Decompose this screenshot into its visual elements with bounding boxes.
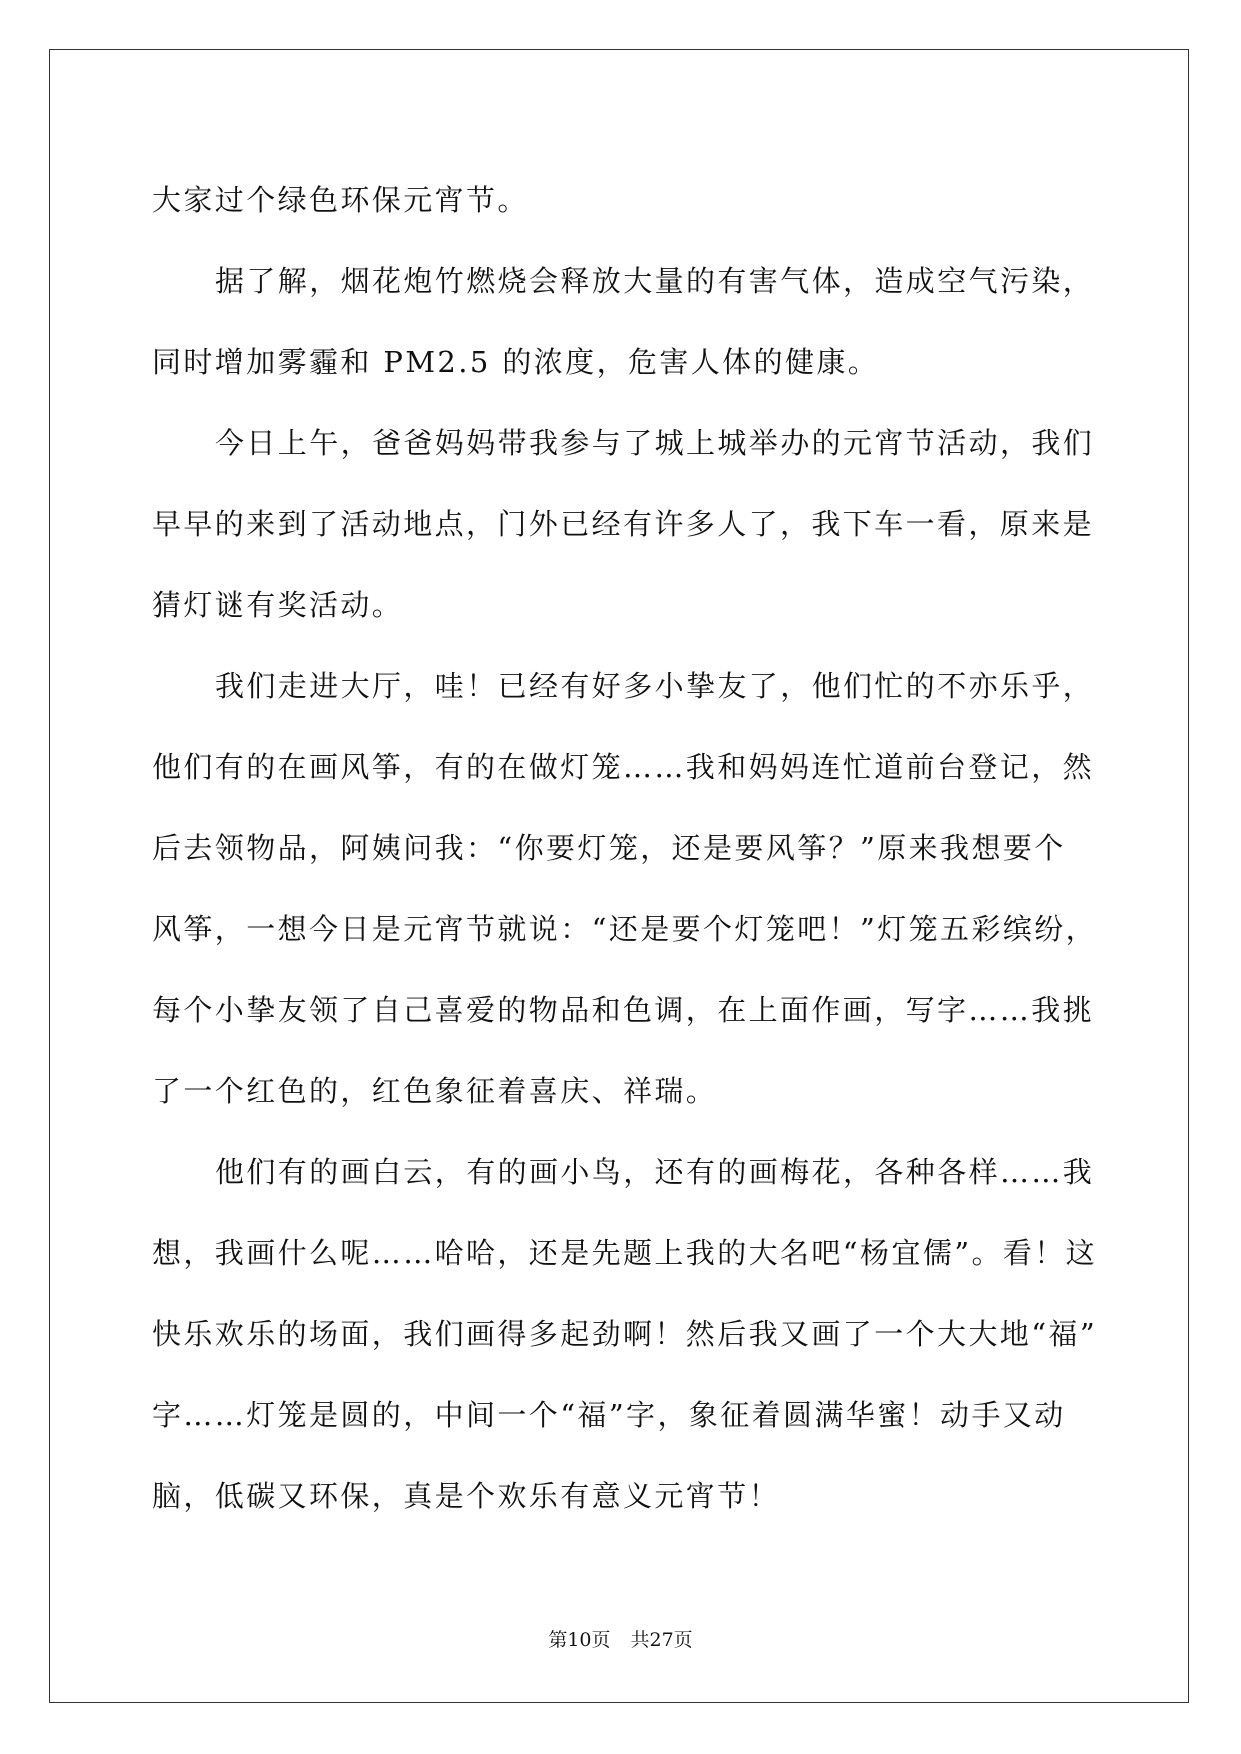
text-line: 我们走进大厅，哇！已经有好多小挚友了，他们忙的不亦乐乎， [215,669,1095,703]
text-line: 早早的来到了活动地点，门外已经有许多人了，我下车一看，原来是 [152,507,1095,541]
paragraph-5 [152,1132,1102,1537]
text-line: 猜灯谜有奖活动。 [152,588,404,622]
text-line: 了一个红色的，红色象征着喜庆、祥瑞。 [152,1074,718,1108]
text-line: 他们有的画白云，有的画小鸟，还有的画梅花，各种各样……我 [215,1155,1095,1189]
document-body [152,160,1102,1537]
text-line: 据了解，烟花炮竹燃烧会释放大量的有害气体，造成空气污染， [215,264,1095,298]
paragraph-3 [152,403,1102,646]
text-line: 他们有的在画风筝，有的在做灯笼……我和妈妈连忙道前台登记，然 [152,750,1095,784]
text-line: 后去领物品，阿姨问我：“你要灯笼，还是要风筝？”原来我想要个 [152,831,1066,865]
text-line: 大家过个绿色环保元宵节。 [152,183,529,217]
paragraph-1 [152,160,1102,241]
text-line: 同时增加雾霾和 PM2.5 的浓度，危害人体的健康。 [152,345,880,379]
text-line: 快乐欢乐的场面，我们画得多起劲啊！然后我又画了一个大大地“福” [152,1317,1098,1351]
page-number: 第10页 [548,1629,611,1651]
page-footer [0,1628,1241,1652]
paragraph-2 [152,241,1102,403]
text-line: 想，我画什么呢……哈哈，还是先题上我的大名吧“杨宜儒”。看！这 [152,1236,1098,1270]
text-line: 每个小挚友领了自己喜爱的物品和色调，在上面作画，写字……我挑 [152,993,1095,1027]
page-total: 共27页 [630,1629,693,1651]
paragraph-4 [152,646,1102,1132]
text-line: 风筝，一想今日是元宵节就说：“还是要个灯笼吧！”灯笼五彩缤纷， [152,912,1098,946]
text-line: 脑，低碳又环保，真是个欢乐有意义元宵节！ [152,1479,781,1513]
text-line: 字……灯笼是圆的，中间一个“福”字，象征着圆满华蜜！动手又动 [152,1398,1066,1432]
text-line: 今日上午，爸爸妈妈带我参与了城上城举办的元宵节活动，我们 [215,426,1095,460]
